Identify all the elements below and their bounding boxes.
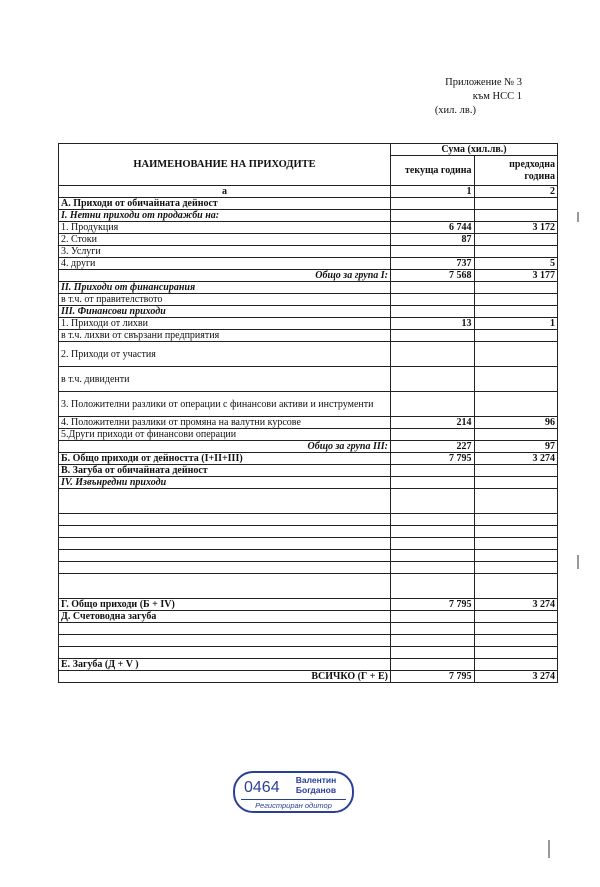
row-previous-value (474, 574, 558, 599)
row-current-value: 7 795 (391, 453, 475, 465)
row-label: В. Загуба от обичайната дейност (59, 465, 391, 477)
row-current-value (391, 526, 475, 538)
row-label: 2. Приходи от участия (59, 342, 391, 367)
table-row (59, 246, 558, 258)
row-previous-value (474, 282, 558, 294)
row-previous-value: 3 177 (474, 270, 558, 282)
scan-mark (577, 212, 579, 222)
row-previous-value (474, 562, 558, 574)
row-previous-value (474, 526, 558, 538)
row-previous-value (474, 234, 558, 246)
column-header-current: текуща година (391, 156, 475, 186)
row-label: II. Приходи от финансирания (59, 282, 391, 294)
row-current-value (391, 330, 475, 342)
row-label: Общо за група I: (59, 270, 391, 282)
row-previous-value (474, 246, 558, 258)
row-label: в т.ч. дивиденти (59, 367, 391, 392)
row-current-value (391, 367, 475, 392)
table-row (59, 465, 558, 477)
row-current-value (391, 392, 475, 417)
row-previous-value (474, 367, 558, 392)
table-row (59, 514, 558, 526)
row-previous-value (474, 392, 558, 417)
row-previous-value (474, 635, 558, 647)
table-row (59, 635, 558, 647)
row-previous-value (474, 659, 558, 671)
table-row (59, 453, 558, 465)
table-row (59, 489, 558, 514)
stamp-first-name: Валентин (295, 775, 337, 785)
table-row (59, 210, 558, 222)
table-row (59, 599, 558, 611)
auditor-stamp (233, 771, 354, 813)
table-row (59, 441, 558, 453)
row-previous-value (474, 342, 558, 367)
table-row (59, 258, 558, 270)
row-label: 4. Положителни разлики от промяна на валутни курсове (59, 417, 391, 429)
table-row (59, 270, 558, 282)
row-current-value (391, 477, 475, 489)
row-current-value (391, 465, 475, 477)
column-header-sum: Сума (хил.лв.) (391, 144, 558, 156)
scan-mark (577, 555, 579, 569)
stamp-last-name: Богданов (295, 785, 337, 795)
row-previous-value: 5 (474, 258, 558, 270)
row-label (59, 514, 391, 526)
row-previous-value (474, 198, 558, 210)
row-previous-value (474, 550, 558, 562)
appendix-header (435, 76, 522, 118)
table-row (59, 659, 558, 671)
row-label: Д. Счетоводна загуба (59, 611, 391, 623)
table-row (59, 562, 558, 574)
table-row (59, 234, 558, 246)
row-previous-value (474, 647, 558, 659)
row-label: Е. Загуба (Д + V ) (59, 659, 391, 671)
row-current-value: 737 (391, 258, 475, 270)
row-current-value (391, 623, 475, 635)
table-row (59, 671, 558, 683)
appendix-number: Приложение № 3 (445, 77, 522, 88)
row-current-value (391, 198, 475, 210)
income-table (58, 143, 558, 683)
row-label: 3. Положителни разлики от операции с финансови активи и инструменти (59, 392, 391, 417)
row-label: Общо за група III: (59, 441, 391, 453)
table-row (59, 306, 558, 318)
table-row (59, 477, 558, 489)
row-label (59, 550, 391, 562)
row-label: III. Финансови приходи (59, 306, 391, 318)
table-row (59, 429, 558, 441)
row-label: 3. Услуги (59, 246, 391, 258)
table-header-row (59, 144, 558, 156)
index-previous: 2 (474, 186, 558, 198)
row-label (59, 647, 391, 659)
row-previous-value (474, 429, 558, 441)
table-row (59, 222, 558, 234)
row-current-value (391, 659, 475, 671)
table-row (59, 417, 558, 429)
row-current-value (391, 611, 475, 623)
row-label (59, 574, 391, 599)
standard-reference: към НСС 1 (472, 91, 522, 102)
index-row (59, 186, 558, 198)
row-previous-value (474, 538, 558, 550)
row-previous-value (474, 489, 558, 514)
row-label: 5.Други приходи от финансови операции (59, 429, 391, 441)
row-label (59, 623, 391, 635)
table-row (59, 611, 558, 623)
stamp-code: 0464 (244, 779, 280, 796)
row-previous-value: 3 274 (474, 671, 558, 683)
row-label: 1. Продукция (59, 222, 391, 234)
row-label: ВСИЧКО (Г + Е) (59, 671, 391, 683)
row-previous-value: 97 (474, 441, 558, 453)
scan-mark (548, 840, 550, 858)
table-row (59, 647, 558, 659)
row-previous-value (474, 477, 558, 489)
table-row (59, 318, 558, 330)
row-previous-value (474, 306, 558, 318)
row-label: 4. други (59, 258, 391, 270)
row-previous-value: 1 (474, 318, 558, 330)
row-current-value (391, 342, 475, 367)
row-current-value (391, 246, 475, 258)
row-previous-value (474, 465, 558, 477)
row-current-value: 214 (391, 417, 475, 429)
table-row (59, 623, 558, 635)
row-current-value: 7 795 (391, 599, 475, 611)
row-current-value: 227 (391, 441, 475, 453)
row-label: в т.ч. от правителството (59, 294, 391, 306)
row-label: IV. Извънредни приходи (59, 477, 391, 489)
row-current-value: 13 (391, 318, 475, 330)
row-label: Г. Общо приходи (Б + IV) (59, 599, 391, 611)
table-row (59, 550, 558, 562)
row-current-value (391, 489, 475, 514)
table-row (59, 367, 558, 392)
table-row (59, 392, 558, 417)
table-row (59, 330, 558, 342)
row-previous-value: 3 274 (474, 453, 558, 465)
table-row (59, 282, 558, 294)
stamp-name (286, 775, 346, 795)
row-current-value (391, 306, 475, 318)
row-label (59, 489, 391, 514)
row-previous-value (474, 210, 558, 222)
row-current-value (391, 210, 475, 222)
row-previous-value: 3 172 (474, 222, 558, 234)
row-current-value (391, 514, 475, 526)
row-current-value (391, 282, 475, 294)
row-label (59, 635, 391, 647)
row-current-value (391, 562, 475, 574)
row-label (59, 562, 391, 574)
row-label: Б. Общо приходи от дейността (I+II+III) (59, 453, 391, 465)
units-note: (хил. лв.) (434, 105, 476, 116)
row-label: I. Нетни приходи от продажби на: (59, 210, 391, 222)
row-current-value (391, 635, 475, 647)
row-current-value: 6 744 (391, 222, 475, 234)
table-row (59, 342, 558, 367)
row-current-value (391, 647, 475, 659)
table-row (59, 198, 558, 210)
row-previous-value (474, 623, 558, 635)
row-previous-value (474, 514, 558, 526)
column-header-name: НАИМЕНОВАНИЕ НА ПРИХОДИТЕ (59, 144, 391, 186)
row-label (59, 526, 391, 538)
row-label: А. Приходи от обичайната дейност (59, 198, 391, 210)
row-previous-value: 3 274 (474, 599, 558, 611)
index-name: а (59, 186, 391, 198)
table-row (59, 574, 558, 599)
row-previous-value: 96 (474, 417, 558, 429)
row-current-value (391, 550, 475, 562)
row-current-value (391, 574, 475, 599)
row-previous-value (474, 294, 558, 306)
table-row (59, 294, 558, 306)
row-current-value (391, 429, 475, 441)
row-label: в т.ч. лихви от свързани предприятия (59, 330, 391, 342)
column-header-previous: предходна година (474, 156, 558, 186)
table-row (59, 538, 558, 550)
index-current: 1 (391, 186, 475, 198)
row-current-value: 87 (391, 234, 475, 246)
row-previous-value (474, 330, 558, 342)
row-label: 1. Приходи от лихви (59, 318, 391, 330)
row-current-value (391, 538, 475, 550)
row-label (59, 538, 391, 550)
row-current-value (391, 294, 475, 306)
row-current-value: 7 568 (391, 270, 475, 282)
row-label: 2. Стоки (59, 234, 391, 246)
stamp-subtitle: Регистриран одитор (241, 799, 346, 810)
row-previous-value (474, 611, 558, 623)
row-current-value: 7 795 (391, 671, 475, 683)
table-row (59, 526, 558, 538)
